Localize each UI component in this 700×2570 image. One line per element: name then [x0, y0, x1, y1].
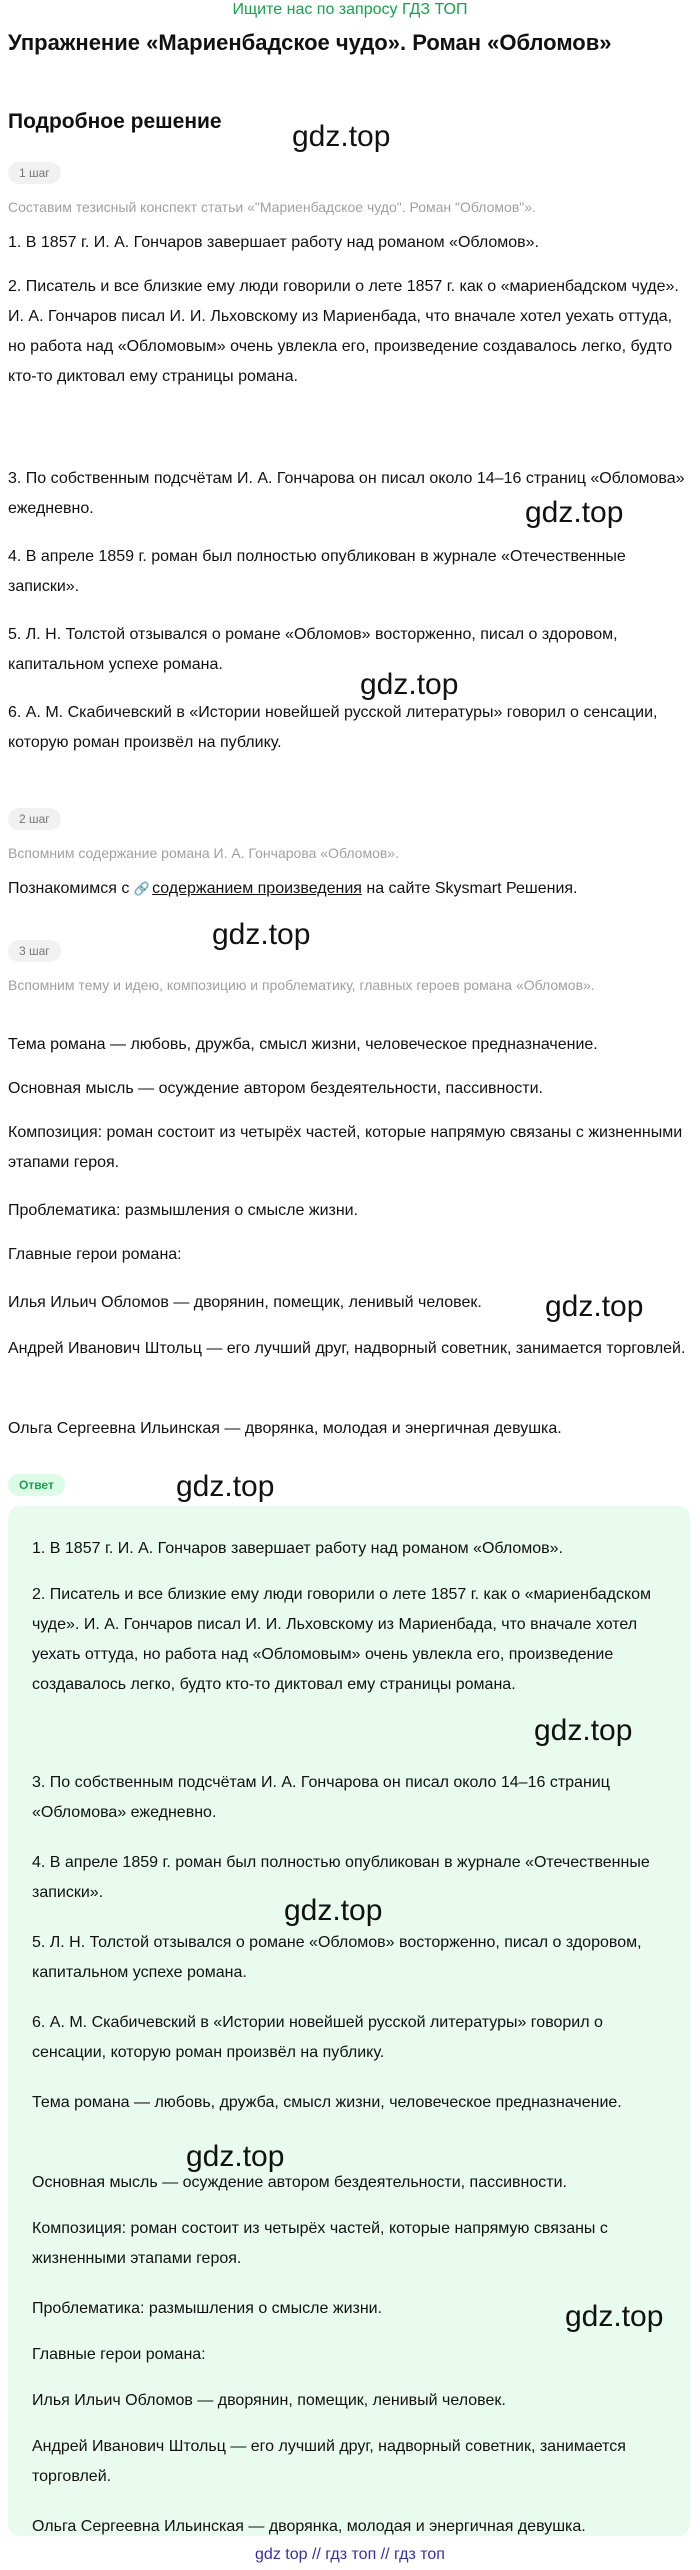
answer-paragraph: 4. В апреле 1859 г. роман был полностью опубликован в журнале «Отечественные записки».	[32, 1854, 650, 1901]
step-3-paragraph: Композиция: роман состоит из четырёх частей, которые напрямую связаны с жизненными этапами героя.	[8, 1124, 683, 1171]
step-1-paragraph: 5. Л. Н. Толстой отзывался о романе «Обломов» восторженно, писал о здоровом, капитальном успехе романа.	[8, 626, 618, 673]
answer-paragraph: 2. Писатель и все близкие ему люди говорили о лете 1857 г. как о «мариенбадском чуде». И. А. Гончаров писал И. И. Льховскому из Мариенбада, что вначале хотел уехать оттуда, но работа над «Обломовым» очень увлекла его, произведение создавалось легко, будто кто-то диктовал ему страницы романа.	[32, 1586, 652, 1693]
page-title: Упражнение «Мариенбадское чудо». Роман «Обломов»	[8, 30, 612, 55]
watermark: gdz.top	[176, 1470, 275, 1503]
watermark: gdz.top	[565, 2300, 664, 2333]
section-heading: Подробное решение	[8, 110, 222, 133]
step-1-paragraph: 2. Писатель и все близкие ему люди говорили о лете 1857 г. как о «мариенбадском чуде». И. А. Гончаров писал И. И. Льховскому из Мариенбада, что вначале хотел уехать оттуда, но работа над «Обломовым» очень увлекла его, произведение создавалось легко, будто кто-то диктовал ему страницы романа.	[8, 278, 679, 385]
intro-text: Познакомимся с	[8, 880, 130, 897]
watermark: gdz.top	[284, 1894, 383, 1927]
step-1-paragraph: 3. По собственным подсчётам И. А. Гончарова он писал около 14–16 страниц «Обломова» ежедневно.	[8, 470, 685, 517]
answer-paragraph: Главные герои романа:	[32, 2346, 206, 2363]
step-3-description: Вспомним тему и идею, композицию и проблематику, главных героев романа «Обломов».	[8, 977, 595, 993]
step-1-paragraph: 6. А. М. Скабичевский в «Истории новейшей русской литературы» говорил о сенсации, которую роман произвёл на публику.	[8, 704, 658, 751]
step-2-description: Вспомним содержание романа И. А. Гончарова «Обломов».	[8, 845, 399, 861]
answer-paragraph: Основная мысль — осуждение автором бездеятельности, пассивности.	[32, 2174, 567, 2191]
watermark: gdz.top	[360, 668, 459, 701]
watermark: gdz.top	[186, 2140, 285, 2173]
step-3-paragraph: Андрей Иванович Штольц — его лучший друг, надворный советник, занимается торговлей.	[8, 1340, 686, 1357]
answer-paragraph: 5. Л. Н. Толстой отзывался о романе «Обломов» восторженно, писал о здоровом, капитальном успехе романа.	[32, 1934, 642, 1981]
watermark: gdz.top	[534, 1714, 633, 1747]
answer-paragraph: Андрей Иванович Штольц — его лучший друг, надворный советник, занимается торговлей.	[32, 2438, 626, 2485]
step-3-paragraph: Основная мысль — осуждение автором бездеятельности, пассивности.	[8, 1080, 543, 1097]
step-3-badge: 3 шаг	[8, 940, 61, 962]
answer-paragraph: Проблематика: размышления о смысле жизни.	[32, 2300, 383, 2317]
watermark: gdz.top	[545, 1290, 644, 1323]
step-3-paragraph: Ольга Сергеевна Ильинская — дворянка, молодая и энергичная девушка.	[8, 1420, 562, 1437]
answer-badge: Ответ	[8, 1474, 65, 1496]
search-banner: Ищите нас по запросу ГДЗ ТОП	[232, 1, 468, 18]
step-1-description: Составим тезисный конспект статьи «"Мариенбадское чудо". Роман "Обломов"».	[8, 199, 536, 215]
answer-paragraph: 3. По собственным подсчётам И. А. Гончарова он писал около 14–16 страниц «Обломова» ежедневно.	[32, 1774, 610, 1821]
link-icon: 🔗	[133, 881, 151, 896]
answer-paragraph: Илья Ильич Обломов — дворянин, помещик, ленивый человек.	[32, 2392, 506, 2409]
content-link[interactable]: содержанием произведения	[152, 880, 362, 897]
step-1-paragraph: 4. В апреле 1859 г. роман был полностью опубликован в журнале «Отечественные записки».	[8, 548, 626, 595]
intro-text: на сайте Skysmart Решения.	[366, 880, 578, 897]
step-3-paragraph: Илья Ильич Обломов — дворянин, помещик, ленивый человек.	[8, 1294, 482, 1311]
step-1-badge: 1 шаг	[8, 162, 61, 184]
step-1-paragraph: 1. В 1857 г. И. А. Гончаров завершает работу над романом «Обломов».	[8, 234, 539, 251]
answer-paragraph: Композиция: роман состоит из четырёх частей, которые напрямую связаны с жизненными этапами героя.	[32, 2220, 608, 2267]
answer-paragraph: 6. А. М. Скабичевский в «Истории новейшей русской литературы» говорил о сенсации, которую роман произвёл на публику.	[32, 2014, 603, 2061]
watermark: gdz.top	[525, 496, 624, 529]
watermark: gdz.top	[212, 918, 311, 951]
watermark: gdz.top	[292, 120, 391, 153]
step-2-badge: 2 шаг	[8, 808, 61, 830]
answer-paragraph: 1. В 1857 г. И. А. Гончаров завершает работу над романом «Обломов».	[32, 1540, 563, 1557]
footer-links: gdz top // гдз топ // гдз топ	[255, 2546, 445, 2563]
answer-paragraph: Тема романа — любовь, дружба, смысл жизни, человеческое предназначение.	[32, 2094, 622, 2111]
answer-paragraph: Ольга Сергеевна Ильинская — дворянка, молодая и энергичная девушка.	[32, 2518, 586, 2535]
step-3-paragraph: Главные герои романа:	[8, 1246, 182, 1263]
step-3-paragraph: Тема романа — любовь, дружба, смысл жизни, человеческое предназначение.	[8, 1036, 598, 1053]
step-2-intro	[8, 874, 692, 904]
step-3-paragraph: Проблематика: размышления о смысле жизни.	[8, 1202, 359, 1219]
